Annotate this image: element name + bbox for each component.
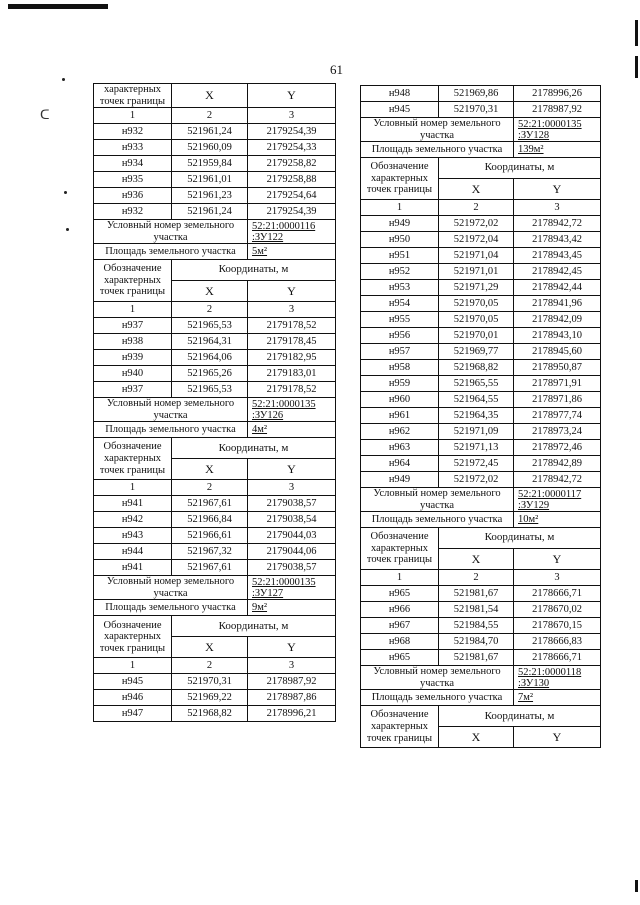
table-cell: 2179038,57 (248, 560, 336, 576)
table-cell: н939 (94, 350, 172, 366)
coordinate-row (361, 102, 601, 118)
table-cell: Обозначение характерных точек границы (94, 260, 172, 302)
table-cell: 2179044,03 (248, 528, 336, 544)
table-cell: н933 (94, 140, 172, 156)
column-number-row (94, 302, 336, 318)
coordinate-row (94, 528, 336, 544)
table-cell: 521961,01 (172, 172, 248, 188)
table-cell: 521981,54 (439, 602, 514, 618)
table-cell: 521964,31 (172, 334, 248, 350)
cond-number-value: 52:21:0000118 :ЗУ130 (518, 666, 582, 689)
table-cell: н965 (361, 650, 439, 666)
table-cell: 2178987,86 (248, 690, 336, 706)
coordinate-row (94, 318, 336, 334)
table-cell: 521971,01 (439, 264, 514, 280)
page-number: 61 (330, 62, 343, 77)
table-cell: 2 (439, 200, 514, 216)
table-cell: 1 (361, 570, 439, 586)
table-cell: Условный номер земельного участка (361, 118, 514, 142)
table-cell: н938 (94, 334, 172, 350)
table-cell: 521965,26 (172, 366, 248, 382)
column-number-row (94, 480, 336, 496)
table-cell (248, 600, 336, 616)
table-cell: Координаты, м (439, 528, 601, 549)
coordinate-row (94, 188, 336, 204)
table-cell (248, 220, 336, 244)
table-cell: н932 (94, 124, 172, 140)
area-row (94, 600, 336, 616)
table-cell: н945 (94, 674, 172, 690)
table-cell: 2179258,88 (248, 172, 336, 188)
table-cell: 521969,86 (439, 86, 514, 102)
table-cell: X (172, 637, 248, 658)
table-cell: 521984,70 (439, 634, 514, 650)
table-cell: Координаты, м (172, 616, 336, 637)
table-cell: Y (514, 727, 601, 748)
table-cell: н966 (361, 602, 439, 618)
cond-number-value: 52:21:0000135 :ЗУ126 (252, 398, 316, 421)
cond-number-value: 52:21:0000135 :ЗУ128 (518, 118, 582, 141)
coordinate-row (361, 216, 601, 232)
cond-number-value: 52:21:0000135 :ЗУ127 (252, 576, 316, 599)
area-value: 4м² (252, 424, 268, 436)
coordinate-row (361, 586, 601, 602)
table-cell: 3 (514, 200, 601, 216)
table-cell (514, 488, 601, 512)
area-row (94, 244, 336, 260)
cond-number-row (361, 488, 601, 512)
table-cell: н934 (94, 156, 172, 172)
header-row (94, 84, 336, 108)
table-cell: 2178996,21 (248, 706, 336, 722)
coordinate-row (94, 674, 336, 690)
table-cell: 1 (94, 480, 172, 496)
table-cell: 521965,53 (172, 318, 248, 334)
table-cell: Условный номер земельного участка (94, 576, 248, 600)
table-cell: н941 (94, 560, 172, 576)
table-cell: 2178971,91 (514, 376, 601, 392)
table-cell: н953 (361, 280, 439, 296)
table-cell: Обозначение характерных точек границы (361, 158, 439, 200)
table-cell: 2179038,57 (248, 496, 336, 512)
table-cell: 3 (248, 302, 336, 318)
table-cell: 3 (248, 658, 336, 674)
table-cell: Обозначение характерных точек границы (94, 616, 172, 658)
table-cell: 2178987,92 (514, 102, 601, 118)
table-cell: Площадь земельного участка (94, 600, 248, 616)
table-cell: 521966,61 (172, 528, 248, 544)
table-cell: 521981,67 (439, 586, 514, 602)
table-cell: 1 (94, 658, 172, 674)
cond-number-value: 52:21:0000116 :ЗУ122 (252, 220, 316, 243)
table-cell: 2178942,45 (514, 264, 601, 280)
table-cell: 2178942,09 (514, 312, 601, 328)
table-cell: 2178670,15 (514, 618, 601, 634)
table-cell: н940 (94, 366, 172, 382)
table-cell (248, 422, 336, 438)
table-cell: 521971,04 (439, 248, 514, 264)
table-cell: 521972,45 (439, 456, 514, 472)
cond-number-row (361, 118, 601, 142)
column-number-row (361, 570, 601, 586)
table-cell: н964 (361, 456, 439, 472)
coordinate-row (94, 560, 336, 576)
table-cell: н956 (361, 328, 439, 344)
table-cell: н949 (361, 216, 439, 232)
table-cell: 521981,67 (439, 650, 514, 666)
table-cell: Обозначение характерных точек границы (361, 528, 439, 570)
table-cell: 521972,02 (439, 216, 514, 232)
table-cell: характерных точек границы (94, 84, 172, 108)
table-cell: 521967,61 (172, 496, 248, 512)
table-cell: Площадь земельного участка (94, 244, 248, 260)
cond-number-row (361, 666, 601, 690)
table-cell: 2178943,42 (514, 232, 601, 248)
cond-number-row (94, 398, 336, 422)
coordinate-row (361, 376, 601, 392)
table-cell: 2178942,89 (514, 456, 601, 472)
table-cell: н968 (361, 634, 439, 650)
coordinate-row (361, 264, 601, 280)
table-cell (514, 118, 601, 142)
table-cell: н952 (361, 264, 439, 280)
right-column (360, 85, 601, 748)
scan-artifact-speck (66, 228, 69, 231)
coordinate-row (94, 156, 336, 172)
table-cell: Условный номер земельного участка (94, 220, 248, 244)
table-cell: Условный номер земельного участка (94, 398, 248, 422)
area-row (361, 690, 601, 706)
coordinate-row (94, 690, 336, 706)
table-cell: Y (514, 179, 601, 200)
area-value: 5м² (252, 246, 268, 258)
area-value: 10м² (518, 514, 539, 526)
area-row (361, 512, 601, 528)
table-cell: 2179183,01 (248, 366, 336, 382)
left-column (93, 83, 336, 722)
scan-artifact-speck (64, 191, 67, 194)
table-cell: 1 (94, 302, 172, 318)
header-row (361, 528, 601, 549)
coordinate-row (361, 650, 601, 666)
table-cell: 2178943,10 (514, 328, 601, 344)
table-cell (248, 398, 336, 422)
table-cell: Y (248, 637, 336, 658)
area-value: 9м² (252, 602, 268, 614)
table-cell: 521971,13 (439, 440, 514, 456)
cond-number-row (94, 576, 336, 600)
table-cell: Y (248, 84, 336, 108)
table-cell (514, 512, 601, 528)
table-cell: Координаты, м (439, 706, 601, 727)
table-cell: Площадь земельного участка (361, 512, 514, 528)
coordinate-row (361, 344, 601, 360)
header-row (94, 616, 336, 637)
coordinate-row (361, 440, 601, 456)
table-cell: 2179182,95 (248, 350, 336, 366)
table-cell: н960 (361, 392, 439, 408)
coordinate-row (94, 544, 336, 560)
table-cell: н937 (94, 318, 172, 334)
table-cell: 2179254,39 (248, 204, 336, 220)
scan-artifact-mark (635, 56, 638, 78)
table-cell: 2178942,72 (514, 472, 601, 488)
table-cell: 2178972,46 (514, 440, 601, 456)
table-cell: н949 (361, 472, 439, 488)
table-cell: 521970,31 (439, 102, 514, 118)
table-cell: 521971,09 (439, 424, 514, 440)
table-cell: 521961,23 (172, 188, 248, 204)
table-cell: н944 (94, 544, 172, 560)
table-cell: 521970,05 (439, 312, 514, 328)
table-cell: н961 (361, 408, 439, 424)
header-row (94, 260, 336, 281)
table-cell: н942 (94, 512, 172, 528)
table-cell (514, 690, 601, 706)
table-cell: 3 (514, 570, 601, 586)
header-row (94, 438, 336, 459)
coordinate-row (94, 350, 336, 366)
coordinate-row (361, 360, 601, 376)
coordinate-row (361, 408, 601, 424)
table-cell: 521959,84 (172, 156, 248, 172)
table-cell: X (439, 727, 514, 748)
table-cell: 521960,09 (172, 140, 248, 156)
coordinate-row (361, 232, 601, 248)
coordinate-row (361, 328, 601, 344)
table-cell: 521964,06 (172, 350, 248, 366)
table-cell: 2178971,86 (514, 392, 601, 408)
table-cell: 2179178,45 (248, 334, 336, 350)
scan-artifact-mark (635, 880, 638, 892)
table-cell: н943 (94, 528, 172, 544)
table-cell: Площадь земельного участка (94, 422, 248, 438)
table-cell: н945 (361, 102, 439, 118)
coordinate-row (361, 472, 601, 488)
coordinate-row (94, 204, 336, 220)
table-cell: 2178977,74 (514, 408, 601, 424)
table-cell: 2178666,83 (514, 634, 601, 650)
table-cell: 2178945,60 (514, 344, 601, 360)
table-cell: 2178942,72 (514, 216, 601, 232)
area-row (361, 142, 601, 158)
table-cell: н962 (361, 424, 439, 440)
table-cell: 521969,22 (172, 690, 248, 706)
table-cell: 521971,29 (439, 280, 514, 296)
table-cell: 521984,55 (439, 618, 514, 634)
coordinate-row (361, 86, 601, 102)
table-cell: Площадь земельного участка (361, 690, 514, 706)
table-cell: 521972,04 (439, 232, 514, 248)
table-cell: Координаты, м (172, 438, 336, 459)
table-cell: н954 (361, 296, 439, 312)
coordinate-row (94, 172, 336, 188)
coordinate-row (361, 602, 601, 618)
coordinate-row (94, 382, 336, 398)
table-cell: X (172, 459, 248, 480)
table-cell: н935 (94, 172, 172, 188)
coordinate-row (361, 424, 601, 440)
coordinate-row (94, 124, 336, 140)
table-cell: X (439, 549, 514, 570)
table-cell: 2 (172, 302, 248, 318)
area-row (94, 422, 336, 438)
area-value: 139м² (518, 144, 544, 156)
table-cell: 2178943,45 (514, 248, 601, 264)
table-cell: н959 (361, 376, 439, 392)
table-cell: Y (514, 549, 601, 570)
coordinate-row (94, 334, 336, 350)
coordinate-row (361, 392, 601, 408)
table-cell: 521965,53 (172, 382, 248, 398)
table-cell: 521967,32 (172, 544, 248, 560)
table-cell: н941 (94, 496, 172, 512)
coordinate-row (94, 706, 336, 722)
table-cell: 2178666,71 (514, 650, 601, 666)
column-number-row (94, 658, 336, 674)
header-row (361, 158, 601, 179)
table-cell: Обозначение характерных точек границы (361, 706, 439, 748)
table-cell: 521970,01 (439, 328, 514, 344)
table-cell: 521970,05 (439, 296, 514, 312)
table-cell: н946 (94, 690, 172, 706)
table-cell: X (172, 84, 248, 108)
coordinate-row (361, 280, 601, 296)
scan-artifact-speck (62, 78, 65, 81)
table-cell: 2178670,02 (514, 602, 601, 618)
coordinate-row (94, 496, 336, 512)
table-cell: 521968,82 (439, 360, 514, 376)
table-cell: 2179258,82 (248, 156, 336, 172)
table-cell: н955 (361, 312, 439, 328)
table-cell: 521968,82 (172, 706, 248, 722)
table-cell: н967 (361, 618, 439, 634)
table-cell: 2178666,71 (514, 586, 601, 602)
table-cell: 2178950,87 (514, 360, 601, 376)
scan-artifact-bar (8, 4, 108, 9)
table-cell: 2179044,06 (248, 544, 336, 560)
table-cell: 3 (248, 108, 336, 124)
table-cell: 2178987,92 (248, 674, 336, 690)
table-cell: 2179178,52 (248, 382, 336, 398)
table-cell: 521969,77 (439, 344, 514, 360)
table-cell: 2178973,24 (514, 424, 601, 440)
table-cell: 521970,31 (172, 674, 248, 690)
scan-artifact-curl: ᑕ (40, 107, 50, 122)
table-cell (514, 666, 601, 690)
table-cell: 2178941,96 (514, 296, 601, 312)
table-cell: н947 (94, 706, 172, 722)
table-cell: 1 (94, 108, 172, 124)
table-cell (514, 142, 601, 158)
table-cell (248, 576, 336, 600)
area-value: 7м² (518, 692, 534, 704)
table-cell: н963 (361, 440, 439, 456)
coordinate-row (361, 312, 601, 328)
table-cell: н957 (361, 344, 439, 360)
coordinate-row (361, 634, 601, 650)
table-cell: н951 (361, 248, 439, 264)
table-cell: Y (248, 281, 336, 302)
table-cell: 521964,35 (439, 408, 514, 424)
table-cell: Координаты, м (439, 158, 601, 179)
table-cell: 521972,02 (439, 472, 514, 488)
cond-number-value: 52:21:0000117 :ЗУ129 (518, 488, 582, 511)
table-cell: 521967,61 (172, 560, 248, 576)
header-row (361, 706, 601, 727)
column-number-row (94, 108, 336, 124)
column-number-row (361, 200, 601, 216)
table-cell: 2178942,44 (514, 280, 601, 296)
table-cell: 2179038,54 (248, 512, 336, 528)
table-cell: н950 (361, 232, 439, 248)
table-cell: 2179178,52 (248, 318, 336, 334)
table-cell: 2179254,64 (248, 188, 336, 204)
table-cell: X (172, 281, 248, 302)
table-cell: 2 (439, 570, 514, 586)
table-cell: Площадь земельного участка (361, 142, 514, 158)
table-cell: н936 (94, 188, 172, 204)
coordinate-row (361, 296, 601, 312)
table-cell: Y (248, 459, 336, 480)
table-cell: X (439, 179, 514, 200)
table-cell: Обозначение характерных точек границы (94, 438, 172, 480)
coordinate-row (361, 618, 601, 634)
table-cell: Координаты, м (172, 260, 336, 281)
table-cell: 521965,55 (439, 376, 514, 392)
table-cell: н965 (361, 586, 439, 602)
table-cell: 2179254,33 (248, 140, 336, 156)
scan-artifact-mark (635, 20, 638, 46)
table-cell: н937 (94, 382, 172, 398)
coordinate-row (361, 456, 601, 472)
coordinate-row (361, 248, 601, 264)
table-cell (248, 244, 336, 260)
table-cell: 2 (172, 480, 248, 496)
table-cell: н932 (94, 204, 172, 220)
table-cell: 2178996,26 (514, 86, 601, 102)
table-cell: 521961,24 (172, 124, 248, 140)
table-cell: Условный номер земельного участка (361, 666, 514, 690)
cond-number-row (94, 220, 336, 244)
coordinate-row (94, 140, 336, 156)
table-cell: 2179254,39 (248, 124, 336, 140)
table-cell: н948 (361, 86, 439, 102)
left-coordinates-table (93, 83, 336, 722)
table-cell: 521961,24 (172, 204, 248, 220)
table-cell: 521966,84 (172, 512, 248, 528)
table-cell: 521964,55 (439, 392, 514, 408)
table-cell: н958 (361, 360, 439, 376)
table-cell: Условный номер земельного участка (361, 488, 514, 512)
coordinate-row (94, 366, 336, 382)
table-cell: 2 (172, 658, 248, 674)
coordinate-row (94, 512, 336, 528)
table-cell: 3 (248, 480, 336, 496)
table-cell: 1 (361, 200, 439, 216)
table-cell: 2 (172, 108, 248, 124)
right-coordinates-table (360, 85, 601, 748)
